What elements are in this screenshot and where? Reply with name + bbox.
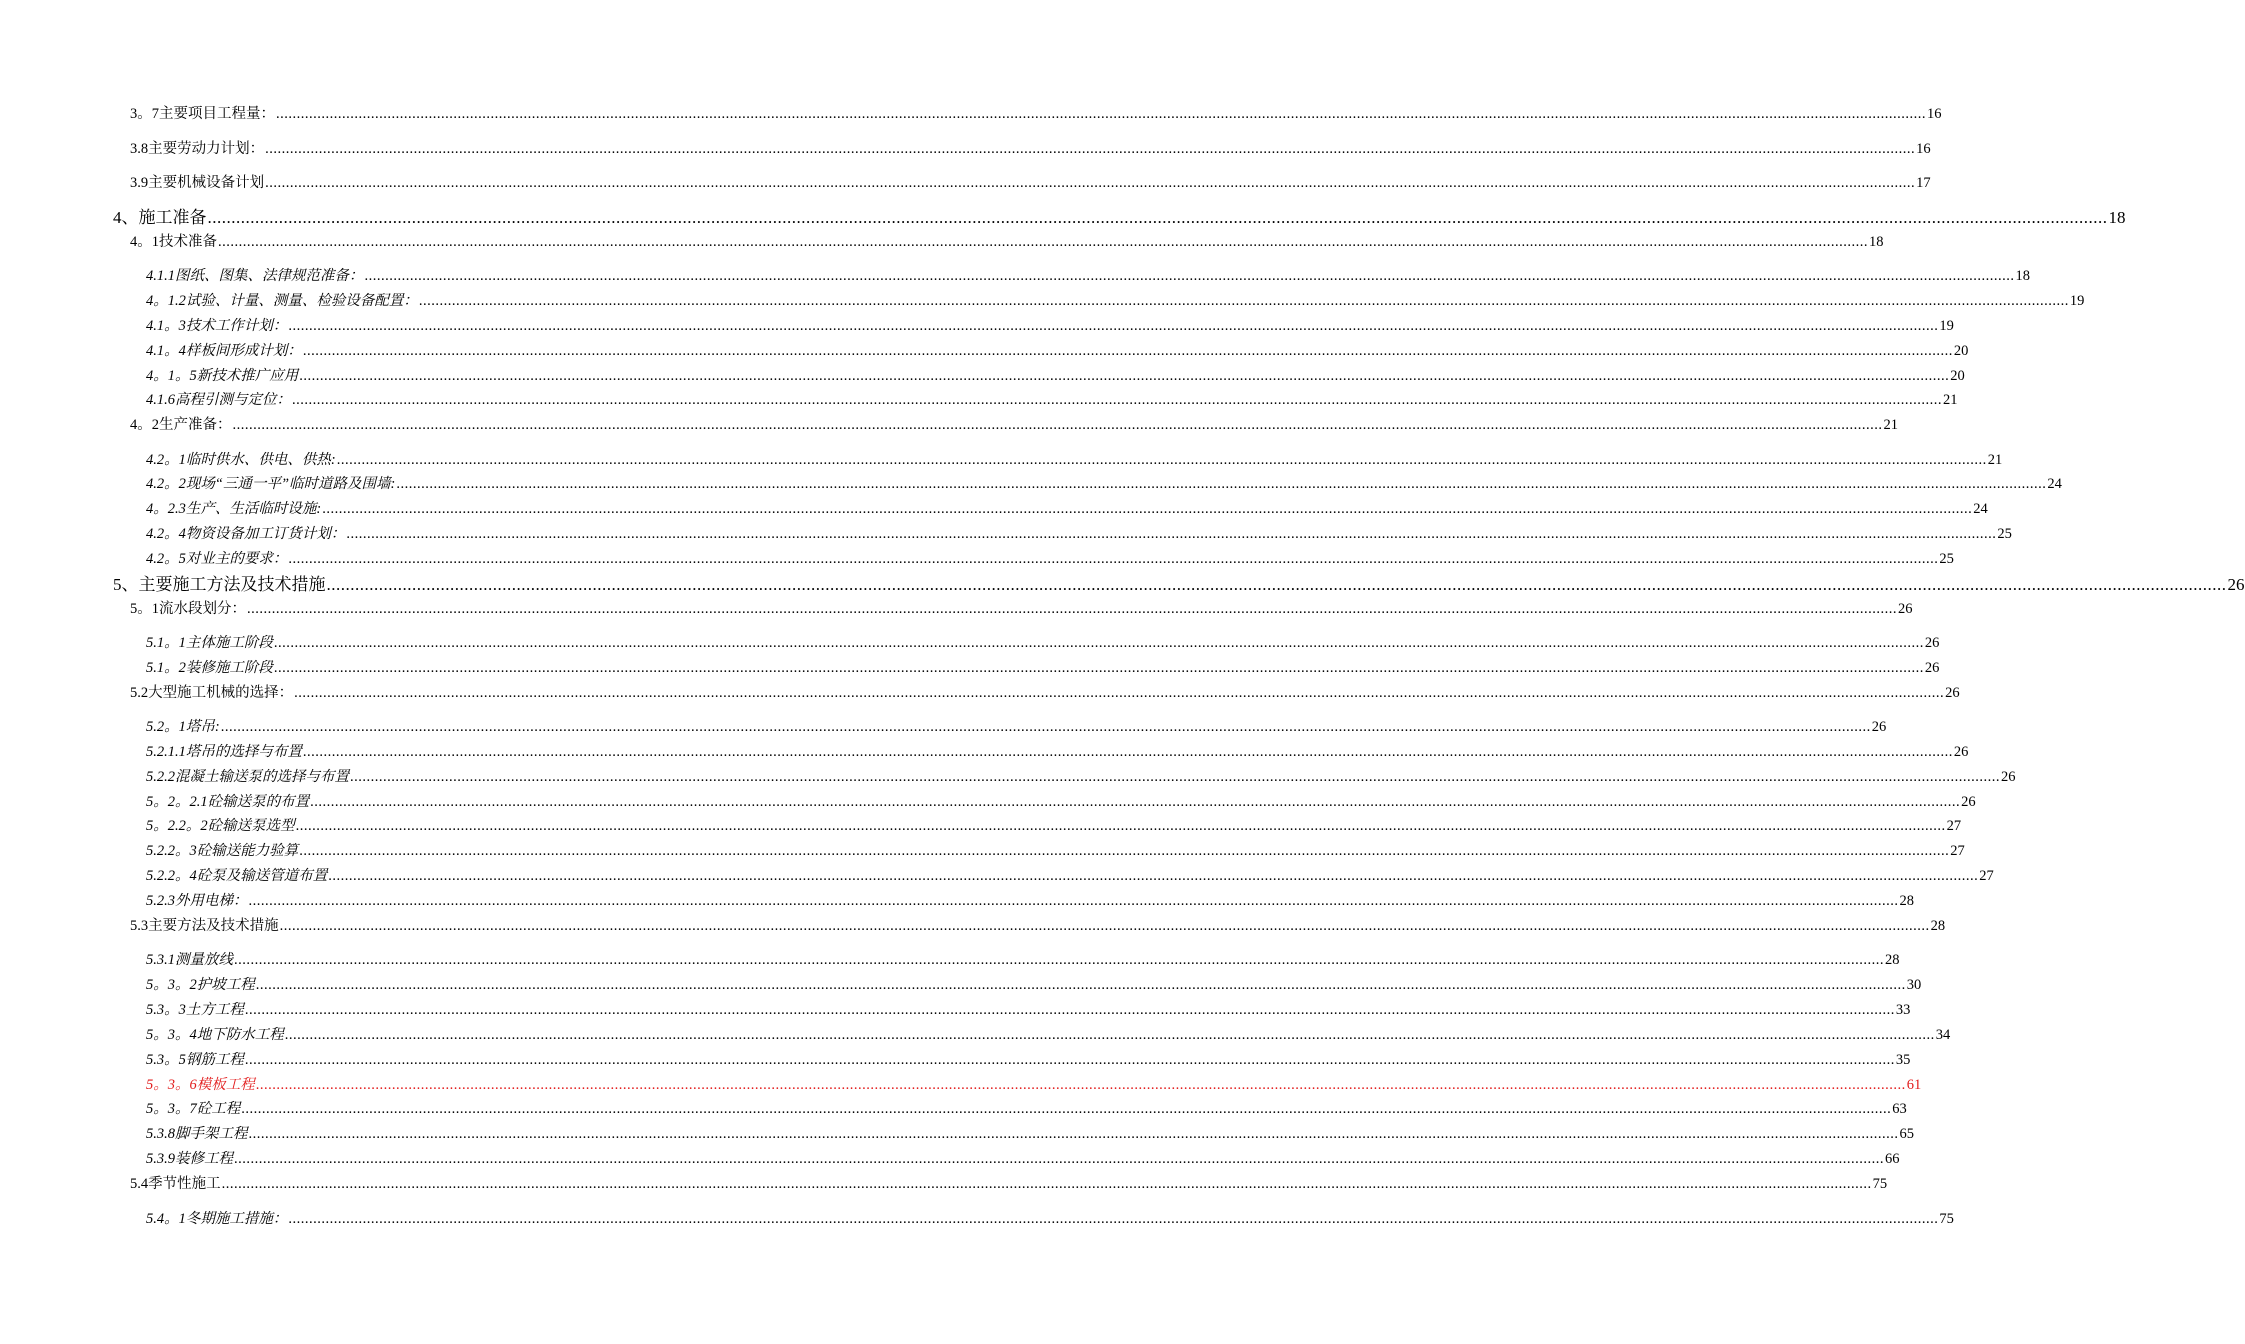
toc-entry-page-number: 26 — [1898, 601, 1913, 617]
toc-entry-page-number: 18 — [2015, 268, 2030, 284]
dot-leader: ................................................................................................................................................................................................................................................................................................................................................................................................................ — [241, 1101, 1892, 1117]
dot-leader: ................................................................................................................................................................................................................................................................................................................................................................................................................ — [292, 392, 1942, 408]
toc-entry[interactable] — [146, 790, 1976, 811]
dot-leader: ................................................................................................................................................................................................................................................................................................................................................................................................................ — [207, 208, 2108, 227]
toc-entry-page-number: 63 — [1892, 1101, 1907, 1117]
toc-entry-page-number: 16 — [1927, 106, 1942, 122]
dot-leader: ................................................................................................................................................................................................................................................................................................................................................................................................................ — [255, 977, 1906, 993]
toc-entry-page-number: 24 — [1973, 501, 1988, 517]
dot-leader: ................................................................................................................................................................................................................................................................................................................................................................................................................ — [265, 141, 1916, 157]
toc-entry-page-number: 26 — [1871, 719, 1887, 735]
toc-entry-label: 4.2。5对业主的要求： — [146, 551, 288, 567]
toc-entry[interactable] — [146, 948, 1900, 969]
dot-leader: ................................................................................................................................................................................................................................................................................................................................................................................................................ — [276, 106, 1926, 122]
toc-entry-page-number: 26 — [2001, 769, 2016, 785]
toc-entry-label: 4.1.6高程引测与定位： — [146, 392, 291, 408]
toc-entry[interactable] — [146, 1122, 1914, 1143]
dot-leader: ................................................................................................................................................................................................................................................................................................................................................................................................................ — [248, 893, 1899, 909]
toc-entry-label: 4.1。3技术工作计划： — [146, 318, 288, 334]
toc-entry-page-number: 18 — [2108, 208, 2126, 227]
toc-entry-label: 3.9主要机械设备计划 — [130, 175, 265, 191]
toc-entry-label: 4.1。4样板间形成计划： — [146, 343, 302, 359]
toc-entry-label: 5.4季节性施工 — [130, 1176, 221, 1192]
toc-entry-page-number: 28 — [1899, 893, 1914, 909]
toc-entry[interactable] — [146, 765, 2016, 786]
toc-entry-label: 5.4。1冬期施工措施： — [146, 1211, 288, 1227]
dot-leader: ................................................................................................................................................................................................................................................................................................................................................................................................................ — [279, 918, 1930, 934]
toc-entry-label: 5。3。4地下防水工程 — [146, 1027, 284, 1043]
toc-entry-label: 3。7主要项目工程量： — [130, 106, 275, 122]
toc-entry[interactable] — [146, 448, 2003, 469]
toc-entry[interactable] — [130, 102, 1942, 123]
toc-entry-page-number: 26 — [1924, 635, 1940, 651]
toc-entry-page-number: 21 — [1987, 452, 2003, 468]
toc-entry[interactable] — [146, 1097, 1907, 1118]
toc-entry[interactable] — [146, 814, 1962, 835]
toc-entry[interactable] — [146, 889, 1914, 910]
dot-leader: ................................................................................................................................................................................................................................................................................................................................................................................................................ — [255, 1077, 1906, 1093]
dot-leader: ................................................................................................................................................................................................................................................................................................................................................................................................................ — [288, 1211, 1939, 1227]
dot-leader: ................................................................................................................................................................................................................................................................................................................................................................................................................ — [295, 818, 1946, 834]
toc-entry[interactable] — [130, 230, 1884, 251]
dot-leader: ................................................................................................................................................................................................................................................................................................................................................................................................................ — [288, 551, 1939, 567]
toc-entry[interactable] — [146, 839, 1965, 860]
toc-entry[interactable] — [146, 1023, 1951, 1044]
toc-entry[interactable] — [130, 171, 1931, 192]
toc-entry-label: 5.1。2装修施工阶段 — [146, 660, 273, 676]
toc-entry-page-number: 26 — [1961, 794, 1976, 810]
dot-leader: ................................................................................................................................................................................................................................................................................................................................................................................................................ — [328, 868, 1979, 884]
dot-leader: ................................................................................................................................................................................................................................................................................................................................................................................................................ — [284, 1027, 1935, 1043]
toc-entry-page-number: 24 — [2047, 476, 2062, 492]
toc-entry-page-number: 66 — [1885, 1151, 1900, 1167]
dot-leader: ................................................................................................................................................................................................................................................................................................................................................................................................................ — [265, 175, 1916, 191]
toc-entry[interactable] — [146, 339, 1969, 360]
dot-leader: ................................................................................................................................................................................................................................................................................................................................................................................................................ — [232, 417, 1883, 433]
dot-leader: ................................................................................................................................................................................................................................................................................................................................................................................................................ — [273, 635, 1924, 651]
dot-leader: ................................................................................................................................................................................................................................................................................................................................................................................................................ — [326, 575, 2227, 594]
toc-entry-label: 5。3。7砼工程 — [146, 1101, 241, 1117]
toc-entry[interactable] — [146, 364, 1965, 385]
toc-entry[interactable] — [146, 497, 1988, 518]
toc-entry-page-number: 30 — [1906, 977, 1922, 993]
toc-entry[interactable] — [146, 289, 2085, 310]
toc-entry-page-number: 75 — [1872, 1176, 1888, 1192]
toc-entry[interactable] — [146, 522, 2012, 543]
toc-entry[interactable] — [146, 656, 1940, 677]
toc-entry-label: 5.3。3土方工程 — [146, 1002, 244, 1018]
toc-entry[interactable] — [146, 1048, 1911, 1069]
dot-leader: ................................................................................................................................................................................................................................................................................................................................................................................................................ — [364, 268, 2015, 284]
dot-leader: ................................................................................................................................................................................................................................................................................................................................................................................................................ — [273, 660, 1924, 676]
toc-entry-page-number: 33 — [1895, 1002, 1911, 1018]
toc-entry[interactable] — [130, 597, 1913, 618]
toc-entry-label: 5.2.1.1塔吊的选择与布置 — [146, 744, 302, 760]
dot-leader: ................................................................................................................................................................................................................................................................................................................................................................................................................ — [418, 293, 2069, 309]
toc-entry-page-number: 27 — [1979, 868, 1994, 884]
toc-entry-label: 4。1.2试验、计量、测量、检验设备配置： — [146, 293, 418, 309]
dot-leader: ................................................................................................................................................................................................................................................................................................................................................................................................................ — [336, 452, 1987, 468]
toc-entry[interactable] — [146, 998, 1911, 1019]
toc-entry-page-number: 21 — [1883, 417, 1898, 433]
dot-leader: ................................................................................................................................................................................................................................................................................................................................................................................................................ — [244, 1002, 1895, 1018]
toc-entry-page-number: 18 — [1869, 234, 1884, 250]
toc-entry-page-number: 21 — [1943, 392, 1958, 408]
toc-entry-label: 4.1.1图纸、图集、法律规范准备： — [146, 268, 364, 284]
toc-entry[interactable] — [146, 264, 2030, 285]
toc-entry-label: 5.3.8脚手架工程 — [146, 1126, 248, 1142]
toc-entry-page-number: 35 — [1895, 1052, 1911, 1068]
dot-leader: ................................................................................................................................................................................................................................................................................................................................................................................................................ — [244, 1052, 1895, 1068]
toc-entry-label: 4。2生产准备： — [130, 417, 232, 433]
toc-entry-label: 5。3。2护坡工程 — [146, 977, 255, 993]
toc-entry-label: 5.2.2混凝土输送泵的选择与布置 — [146, 769, 349, 785]
toc-entry-label: 5。1流水段划分： — [130, 601, 246, 617]
toc-entry[interactable] — [130, 1172, 1888, 1193]
toc-entry[interactable] — [146, 1073, 1922, 1094]
toc-entry-label: 5、主要施工方法及技术措施 — [113, 575, 326, 594]
dot-leader: ................................................................................................................................................................................................................................................................................................................................................................................................................ — [294, 685, 1945, 701]
toc-entry[interactable] — [146, 973, 1922, 994]
toc-entry-label: 5.2大型施工机械的选择： — [130, 685, 294, 701]
toc-entry[interactable] — [146, 715, 1887, 736]
dot-leader: ................................................................................................................................................................................................................................................................................................................................................................................................................ — [234, 952, 1884, 968]
toc-entry-page-number: 20 — [1950, 368, 1965, 384]
toc-entry-label: 4。1。5新技术推广应用 — [146, 368, 299, 384]
dot-leader: ................................................................................................................................................................................................................................................................................................................................................................................................................ — [220, 719, 1871, 735]
toc-entry[interactable] — [130, 413, 1898, 434]
dot-leader: ................................................................................................................................................................................................................................................................................................................................................................................................................ — [310, 794, 1961, 810]
toc-entry-page-number: 19 — [2069, 293, 2085, 309]
toc-entry[interactable] — [146, 1147, 1900, 1168]
toc-entry-label: 5.2.3外用电梯： — [146, 893, 248, 909]
toc-entry-label: 5。2。2.1砼输送泵的布置 — [146, 794, 310, 810]
dot-leader: ................................................................................................................................................................................................................................................................................................................................................................................................................ — [247, 601, 1897, 617]
toc-entry-label: 5。3。6模板工程 — [146, 1077, 255, 1093]
toc-entry[interactable] — [146, 547, 1954, 568]
toc-entry-page-number: 25 — [1939, 551, 1954, 567]
toc-entry-label: 4.2。4物资设备加工订货计划： — [146, 526, 346, 542]
toc-entry-page-number: 26 — [2227, 575, 2245, 594]
toc-entry-page-number: 65 — [1899, 1126, 1914, 1142]
dot-leader: ................................................................................................................................................................................................................................................................................................................................................................................................................ — [396, 476, 2047, 492]
dot-leader: ................................................................................................................................................................................................................................................................................................................................................................................................................ — [221, 1176, 1872, 1192]
toc-entry-page-number: 75 — [1939, 1211, 1954, 1227]
dot-leader: ................................................................................................................................................................................................................................................................................................................................................................................................................ — [299, 368, 1950, 384]
dot-leader: ................................................................................................................................................................................................................................................................................................................................................................................................................ — [299, 843, 1950, 859]
toc-entry[interactable] — [130, 137, 1931, 158]
toc-entry-page-number: 26 — [1924, 660, 1940, 676]
toc-entry-label: 4.2。1临时供水、供电、供热: — [146, 452, 336, 468]
toc-entry-label: 5.1。1主体施工阶段 — [146, 635, 273, 651]
toc-entry-page-number: 25 — [1997, 526, 2012, 542]
dot-leader: ................................................................................................................................................................................................................................................................................................................................................................................................................ — [350, 769, 2000, 785]
toc-entry[interactable] — [146, 314, 1954, 335]
toc-entry-label: 3.8主要劳动力计划： — [130, 141, 265, 157]
toc-entry-page-number: 26 — [1953, 744, 1969, 760]
toc-entry[interactable] — [130, 681, 1960, 702]
toc-entry-label: 4。1技术准备 — [130, 234, 217, 250]
toc-entry[interactable] — [146, 631, 1940, 652]
toc-entry-label: 5.2。1塔吊: — [146, 719, 220, 735]
toc-entry[interactable] — [130, 914, 1946, 935]
dot-leader: ................................................................................................................................................................................................................................................................................................................................................................................................................ — [322, 501, 1973, 517]
dot-leader: ................................................................................................................................................................................................................................................................................................................................................................................................................ — [288, 318, 1939, 334]
toc-entry-label: 5.3.9装修工程 — [146, 1151, 233, 1167]
dot-leader: ................................................................................................................................................................................................................................................................................................................................................................................................................ — [346, 526, 1997, 542]
dot-leader: ................................................................................................................................................................................................................................................................................................................................................................................................................ — [302, 343, 1953, 359]
toc-entry-page-number: 20 — [1953, 343, 1969, 359]
toc-entry-label: 5.2.2。3砼输送能力验算 — [146, 843, 299, 859]
toc-entry-label: 5.3。5钢筋工程 — [146, 1052, 244, 1068]
dot-leader: ................................................................................................................................................................................................................................................................................................................................................................................................................ — [302, 744, 1953, 760]
toc-entry[interactable] — [146, 864, 1994, 885]
toc-entry-label: 5.3.1测量放线 — [146, 952, 233, 968]
toc-entry-page-number: 28 — [1930, 918, 1946, 934]
toc-entry-page-number: 61 — [1906, 1077, 1922, 1093]
toc-entry-page-number: 16 — [1916, 141, 1931, 157]
toc-entry-label: 4。2.3生产、生活临时设施: — [146, 501, 322, 517]
toc-entry[interactable] — [146, 740, 1969, 761]
toc-entry[interactable] — [146, 388, 1958, 409]
toc-entry-page-number: 17 — [1916, 175, 1931, 191]
toc-entry-page-number: 27 — [1950, 843, 1965, 859]
dot-leader: ................................................................................................................................................................................................................................................................................................................................................................................................................ — [248, 1126, 1899, 1142]
toc-entry-label: 5.2.2。4砼泵及输送管道布置 — [146, 868, 328, 884]
toc-entry-page-number: 26 — [1945, 685, 1960, 701]
toc-entry[interactable] — [146, 472, 2062, 493]
toc-entry-page-number: 27 — [1946, 818, 1962, 834]
toc-entry-page-number: 19 — [1939, 318, 1954, 334]
toc-entry[interactable] — [146, 1207, 1954, 1228]
toc-entry-label: 4.2。2现场“三通一平”临时道路及围墙: — [146, 476, 396, 492]
toc-entry-label: 5.3主要方法及技术措施 — [130, 918, 279, 934]
toc-entry-label: 5。2.2。2砼输送泵选型 — [146, 818, 295, 834]
toc-entry[interactable] — [113, 203, 2126, 228]
dot-leader: ................................................................................................................................................................................................................................................................................................................................................................................................................ — [218, 234, 1868, 250]
dot-leader: ................................................................................................................................................................................................................................................................................................................................................................................................................ — [234, 1151, 1884, 1167]
toc-entry[interactable] — [113, 570, 2245, 595]
toc-entry-label: 4、施工准备 — [113, 208, 207, 227]
toc-entry-page-number: 34 — [1935, 1027, 1951, 1043]
toc-entry-page-number: 28 — [1885, 952, 1900, 968]
